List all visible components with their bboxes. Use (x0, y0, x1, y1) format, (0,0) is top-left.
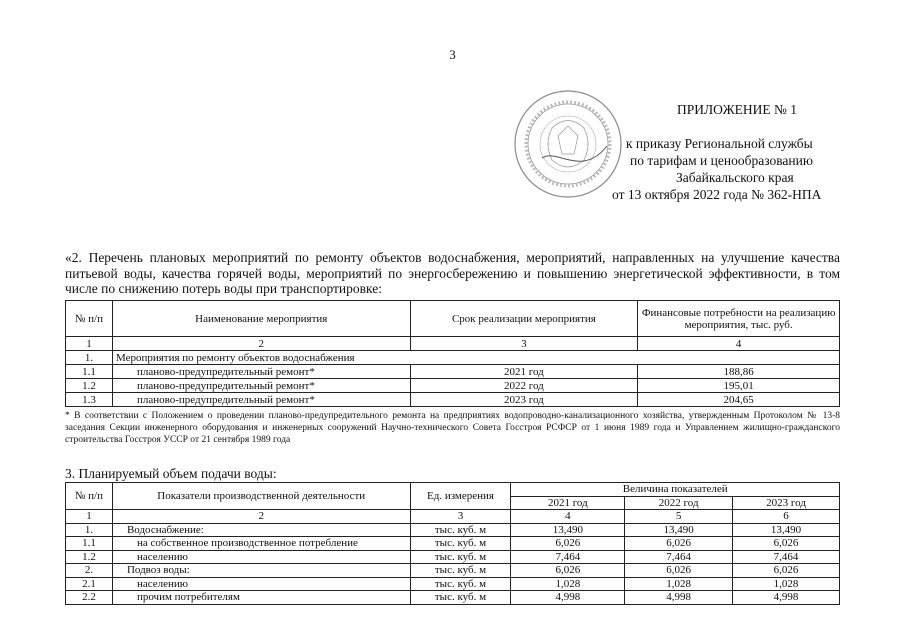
row-value: 7,464 (733, 550, 840, 564)
appendix-line: от 13 октября 2022 года № 362-НПА (612, 187, 822, 202)
row-value: 6,026 (625, 564, 733, 578)
appendix-line: Забайкальского края (676, 170, 794, 185)
row-value: 13,490 (511, 523, 625, 537)
row-value: 6,026 (511, 564, 625, 578)
table-header: Наименование мероприятия (112, 301, 410, 337)
column-number: 1 (66, 337, 113, 351)
page-number: 3 (449, 47, 456, 62)
row-name: планово-предупредительный ремонт* (112, 365, 410, 379)
table-header: Показатели производственной деятельности (112, 483, 410, 510)
row-number: 2.1 (66, 577, 113, 591)
row-value: 13,490 (733, 523, 840, 537)
row-unit: тыс. куб. м (410, 564, 511, 578)
year-header: 2023 год (733, 496, 840, 510)
table-row (66, 365, 840, 379)
column-number: 2 (112, 510, 410, 524)
row-name: Подвоз воды: (112, 564, 410, 578)
row-name: Мероприятия по ремонту объектов водоснабжения (112, 351, 839, 365)
row-number: 1. (66, 351, 113, 365)
table-row (66, 379, 840, 393)
row-value: 1,028 (733, 577, 840, 591)
row-name: планово-предупредительный ремонт* (112, 393, 410, 407)
row-name: планово-предупредительный ремонт* (112, 379, 410, 393)
row-unit: тыс. куб. м (410, 577, 511, 591)
appendix-block (600, 101, 905, 203)
table-header: Срок реализации мероприятия (410, 301, 638, 337)
row-value: 1,028 (625, 577, 733, 591)
row-unit: тыс. куб. м (410, 550, 511, 564)
row-number: 1. (66, 523, 113, 537)
water-supply-volume-table (65, 482, 840, 605)
row-value: 6,026 (733, 564, 840, 578)
row-cost: 195,01 (638, 379, 840, 393)
section3-heading: 3. Планируемый объем подачи воды: (65, 466, 277, 481)
row-number: 1.1 (66, 365, 113, 379)
row-value: 7,464 (511, 550, 625, 564)
row-term: 2022 год (410, 379, 638, 393)
table-row (66, 591, 840, 605)
row-term: 2023 год (410, 393, 638, 407)
table-row (66, 523, 840, 537)
column-number: 4 (638, 337, 840, 351)
table-row (66, 537, 840, 551)
column-number: 2 (112, 337, 410, 351)
table-header: Ед. измерения (410, 483, 511, 510)
row-number: 1.3 (66, 393, 113, 407)
row-number: 1.2 (66, 379, 113, 393)
appendix-title: ПРИЛОЖЕНИЕ № 1 (677, 102, 798, 117)
column-number: 1 (66, 510, 113, 524)
column-number: 4 (511, 510, 625, 524)
row-value: 6,026 (511, 537, 625, 551)
appendix-line: по тарифам и ценообразованию (630, 153, 813, 168)
row-unit: тыс. куб. м (410, 523, 511, 537)
row-unit: тыс. куб. м (410, 591, 511, 605)
table-row (66, 550, 840, 564)
appendix-line: к приказу Региональной службы (626, 136, 813, 151)
repair-measures-table (65, 300, 840, 407)
year-header: 2022 год (625, 496, 733, 510)
table-row (66, 577, 840, 591)
table-row (66, 351, 840, 365)
row-name: на собственное производственное потребление (112, 537, 410, 551)
table-header: Финансовые потребности на реализацию мероприятия, тыс. руб. (638, 301, 840, 337)
row-name: прочим потребителям (112, 591, 410, 605)
row-value: 13,490 (625, 523, 733, 537)
row-number: 1.1 (66, 537, 113, 551)
column-number: 3 (410, 337, 638, 351)
column-number: 6 (733, 510, 840, 524)
row-cost: 188,86 (638, 365, 840, 379)
row-number: 1.2 (66, 550, 113, 564)
table-header: № п/п (66, 301, 113, 337)
row-name: Водоснабжение: (112, 523, 410, 537)
row-value: 6,026 (733, 537, 840, 551)
row-value: 4,998 (733, 591, 840, 605)
column-number: 5 (625, 510, 733, 524)
table-header: Величина показателей (511, 483, 840, 497)
table-row (66, 393, 840, 407)
table-row (66, 564, 840, 578)
footnote: * В соответствии с Положением о проведении планово-предупредительного ремонта на предприятиях водопроводно-канализационного хозяйства, утвержденным Протоколом № 13-8 заседания Секции инженерного оборудования и инженерных сооружений Научно-технического Совета Госстроя РСФСР от 1 июня 1989 года и Управлением жилищно-гражданского строительства Госстроя УССР от 21 сентября 1989 года (65, 411, 840, 445)
row-number: 2.2 (66, 591, 113, 605)
row-value: 6,026 (625, 537, 733, 551)
year-header: 2021 год (511, 496, 625, 510)
row-name: населению (112, 550, 410, 564)
table-header: № п/п (66, 483, 113, 510)
row-cost: 204,65 (638, 393, 840, 407)
column-number: 3 (410, 510, 511, 524)
row-value: 1,028 (511, 577, 625, 591)
row-value: 4,998 (511, 591, 625, 605)
row-unit: тыс. куб. м (410, 537, 511, 551)
row-value: 7,464 (625, 550, 733, 564)
row-name: населению (112, 577, 410, 591)
row-term: 2021 год (410, 365, 638, 379)
section2-heading: «2. Перечень плановых мероприятий по ремонту объектов водоснабжения, мероприятий, направленных на улучшение качества питьевой воды, качества горячей воды, мероприятий по энергосбережению и повышению энергетической эффективности, в том числе по снижению потерь воды при транспортировке: (65, 250, 840, 296)
row-number: 2. (66, 564, 113, 578)
row-value: 4,998 (625, 591, 733, 605)
